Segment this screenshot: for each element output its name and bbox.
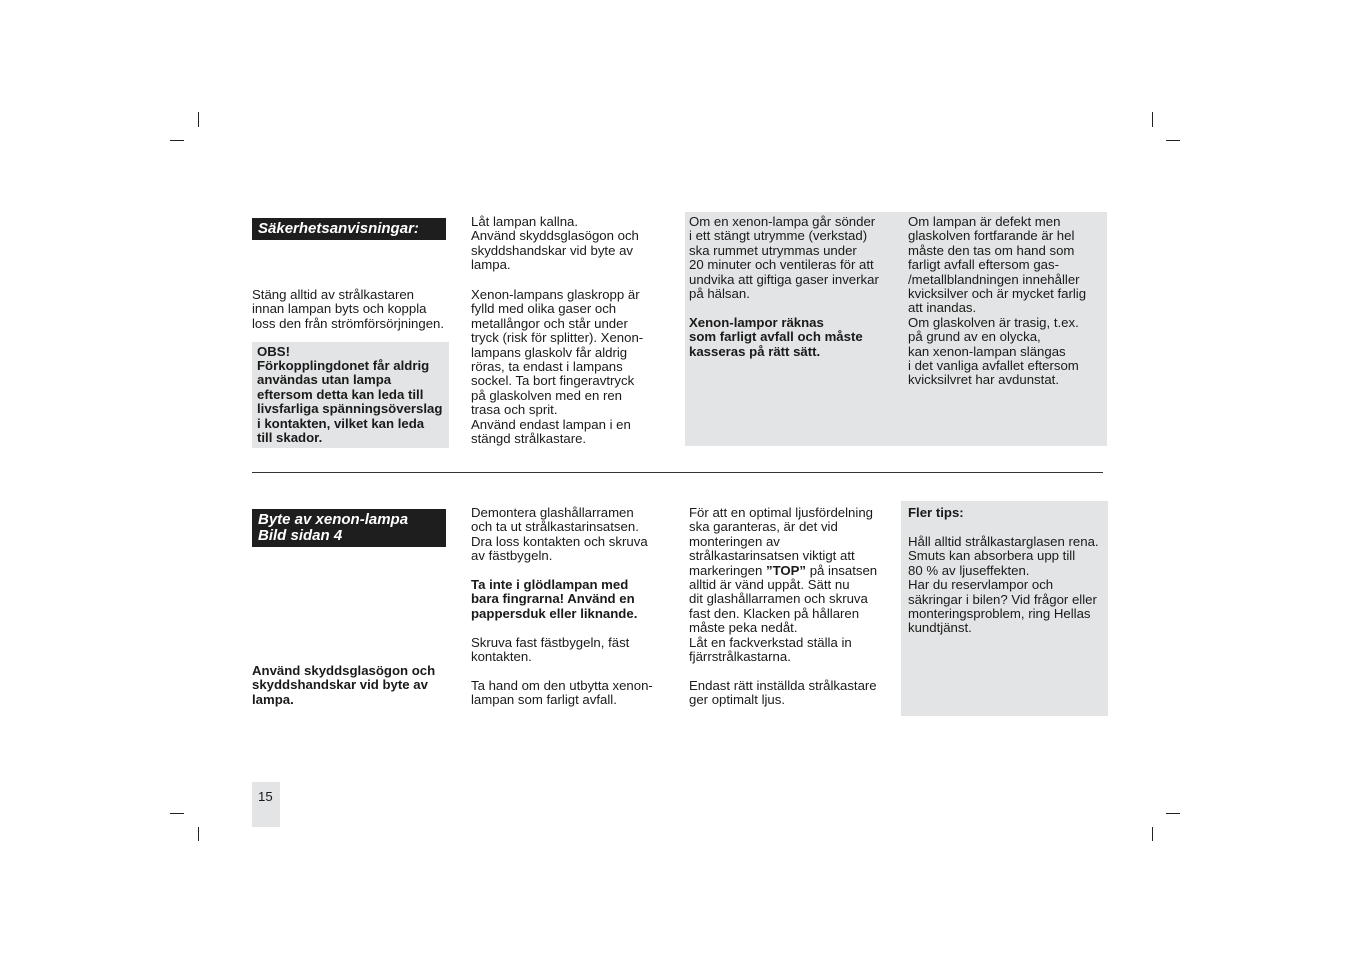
tips-title: Fler tips:: [908, 505, 964, 520]
crop-mark: [1166, 140, 1180, 141]
dismount-paragraph: Demontera glashållarramen och ta ut strålkastarinsatsen. Dra loss kontakten och skruva av fästbygeln.: [471, 505, 648, 564]
section-heading-safety: Säkerhetsanvisningar:: [252, 218, 446, 240]
broken-lamp-paragraph: Om en xenon-lampa går sönder i ett stängt utrymme (verkstad) ska rummet utrymmas under 20 minuter och ventileras för att undvika att giftiga gaser inverkar på hälsan.: [689, 214, 879, 302]
optimal-light-paragraph: Endast rätt inställda strålkastare ger optimalt ljus.: [689, 678, 877, 708]
alignment-marking-suffix: på insatsen: [806, 562, 878, 578]
crop-mark: [198, 827, 199, 841]
defective-lamp-paragraph: Om lampan är defekt men glaskolven fortfarande är hel måste den tas om hand som farligt avfall eftersom gas- /metallblandningen innehåller kvicksilver och är mycket farlig att inandas. Om glaskolven är trasig, t.ex. på grund av en olycka, kan xenon-lampan slängas i det vanliga avfallet eftersom kvicksilvret har avdunstat.: [908, 214, 1087, 388]
alignment-text-1: För att en optimal ljusfördelning ska garanteras, är det vid monteringen av strålkastarinsatsen viktigt att: [689, 505, 873, 564]
warning-text: Förkopplingdonet får aldrig användas utan lampa eftersom detta kan leda till livsfarliga spänningsöverslag i kontakten, vilket kan leda till skador.: [257, 358, 443, 446]
page-number: 15: [258, 789, 273, 804]
hazardous-waste-note: Xenon-lampor räknas som farligt avfall och måste kasseras på rätt sätt.: [689, 315, 863, 359]
cooling-paragraph: Låt lampan kallna. Använd skyddsglasögon och skyddshandskar vid byte av lampa.: [471, 214, 639, 273]
crop-mark: [170, 813, 184, 814]
do-not-touch-note: Ta inte i glödlampan med bara fingrarna! Använd en pappersduk eller liknande.: [471, 577, 638, 621]
top-marking: ”TOP”: [765, 562, 807, 578]
warning-title: OBS!: [257, 344, 290, 359]
crop-mark: [1152, 827, 1153, 841]
crop-mark: [1152, 112, 1153, 127]
crop-mark: [170, 140, 184, 141]
safety-paragraph: Stäng alltid av strålkastaren innan lampan byts och koppla loss den från strömförsörjningen.: [252, 287, 445, 331]
section-heading-replacement: Byte av xenon-lampa Bild sidan 4: [252, 509, 446, 547]
section-divider: [252, 472, 1103, 473]
disposal-paragraph: Ta hand om den utbytta xenon- lampan som farligt avfall.: [471, 678, 653, 708]
crop-mark: [1166, 813, 1180, 814]
glass-body-paragraph: Xenon-lampans glaskropp är fylld med olika gaser och metallångor och står under tryck (risk för splitter). Xenon- lampans glaskolv får aldrig röras, ta endast i lampans sockel. Ta bort fingeravtryck på glaskolven med en ren trasa och sprit. Använd endast lampan i en stängd strålkastare.: [471, 287, 644, 447]
alignment-marking-prefix: markeringen: [689, 562, 766, 578]
alignment-paragraph: [689, 506, 894, 664]
crop-mark: [198, 112, 199, 127]
protection-note: Använd skyddsglasögon och skyddshandskar vid byte av lampa.: [252, 663, 436, 707]
fasten-paragraph: Skruva fast fästbygeln, fäst kontakten.: [471, 635, 630, 665]
alignment-text-2: alltid är vänd uppåt. Sätt nu dit glashållarramen och skruva fast den. Klacken på hållaren måste peka nedåt. Låt en fackverkstad ställa in fjärrstrålkastarna.: [689, 577, 868, 665]
tips-paragraph: Håll alltid strålkastarglasen rena. Smuts kan absorbera upp till 80 % av ljuseffekten. Har du reservlampor och säkringar i bilen? Vid frågor eller monteringsproblem, ring Hellas kundtjänst.: [908, 534, 1099, 636]
